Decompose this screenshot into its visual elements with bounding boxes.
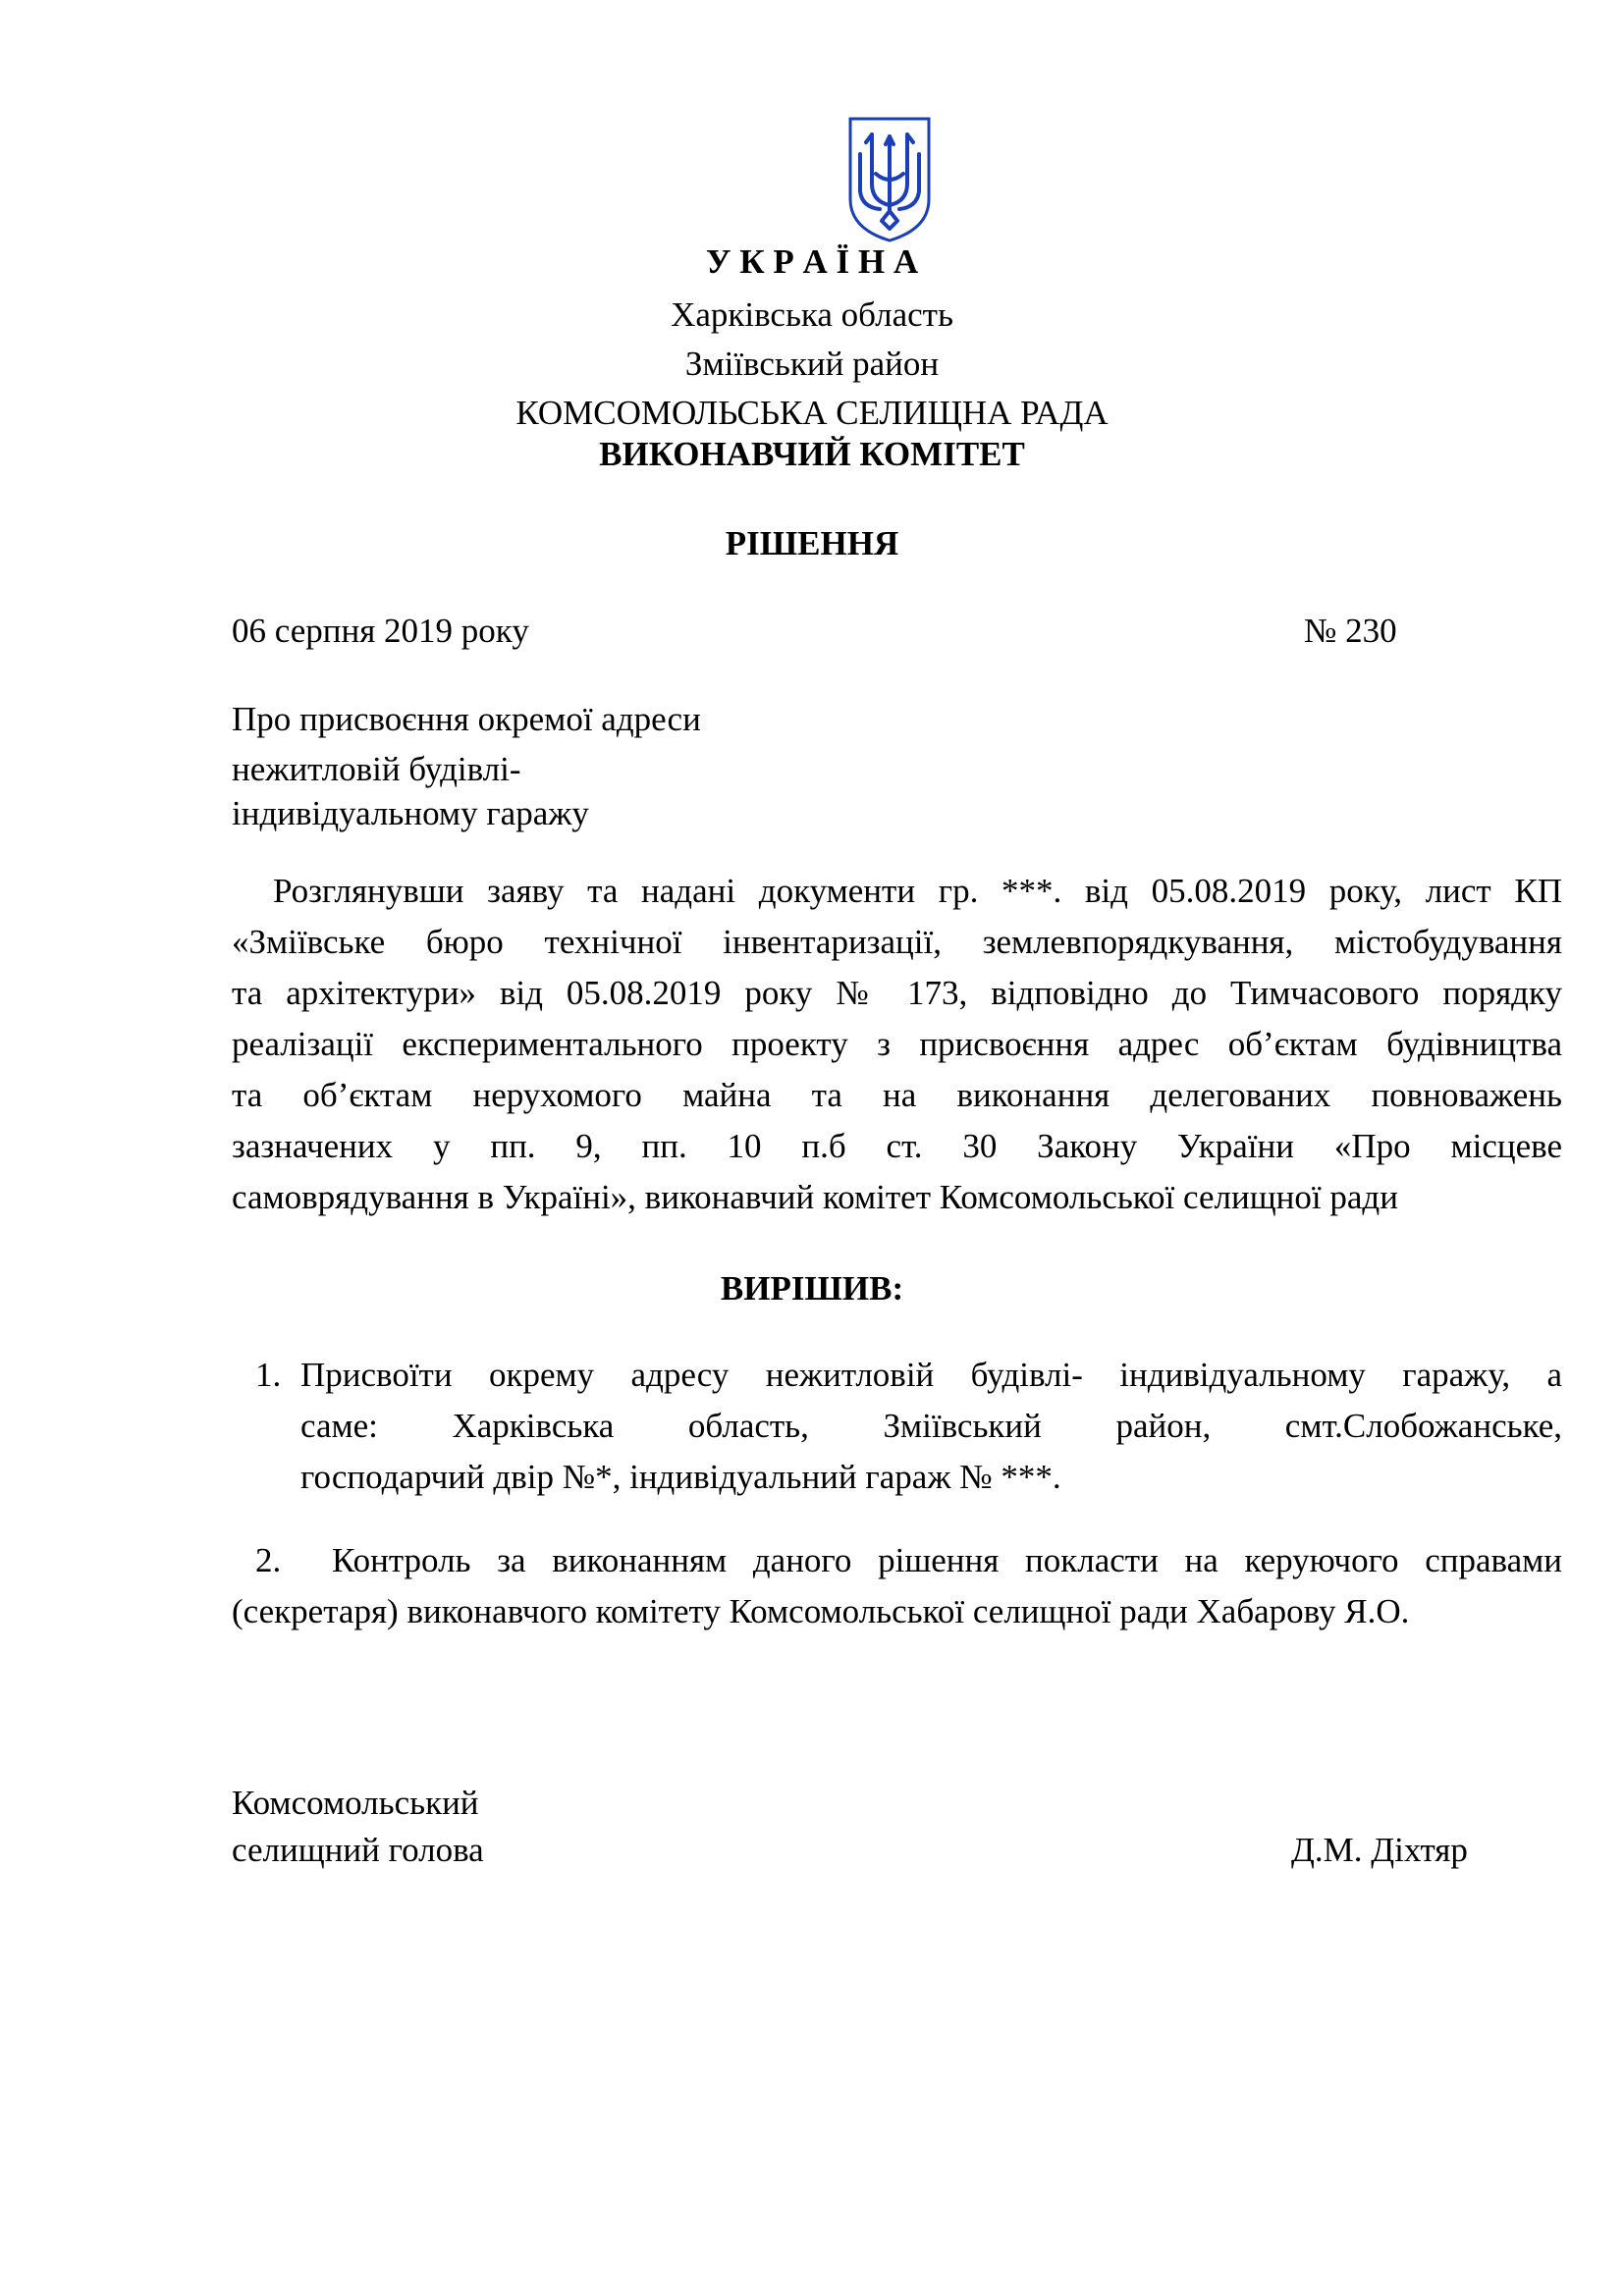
preamble-line: «Зміївське бюро технічної інвентаризації, землевпорядкування, містобудування [232,923,1562,961]
signatory-title: селищний голова [232,1831,484,1869]
decision-date: 06 серпня 2019 року [232,612,529,650]
subject-line: нежитловій будівлі- [232,750,521,788]
item-line: Присвоїти окрему адресу нежитловій будівлі- індивідуальному гаражу, а [300,1356,1562,1394]
preamble-line: та об’єктам нерухомого майна та на виконання делегованих повноважень [232,1076,1562,1114]
document-type-heading: РІШЕННЯ [725,524,899,562]
item-line: господарчий двір №*, індивідуальний гараж № ***. [300,1458,1061,1496]
preamble-line: Розглянувши заяву та надані документи гр. ***. від 05.08.2019 року, лист КП [273,872,1562,910]
committee-name: ВИКОНАВЧИЙ КОМІТЕТ [599,435,1025,473]
raion-name: Зміївський район [684,345,940,383]
item-number: 2. [255,1541,282,1579]
item-number: 1. [255,1356,282,1394]
decision-number: № 230 [1304,612,1397,650]
preamble-line: реалізації експериментального проекту з присвоєння адрес об’єктам будівництва [232,1025,1562,1063]
decided-heading: ВИРІШИВ: [720,1269,904,1308]
item-line: саме: Харківська область, Зміївський район, смт.Слобожанське, [300,1407,1562,1445]
item-line: Контроль за виконанням даного рішення покласти на керуючого справами [332,1541,1562,1579]
coat-of-arms-emblem [846,115,933,244]
signatory-title: Комсомольський [232,1784,479,1822]
item-line: (секретаря) виконавчого комітету Комсомольської селищної ради Хабарову Я.О. [232,1592,1410,1630]
council-name: КОМСОМОЛЬСЬКА СЕЛИЩНА РАДА [515,394,1109,432]
subject-line: Про присвоєння окремої адреси [232,700,701,738]
subject-line: індивідуальному гаражу [232,794,589,832]
signatory-name: Д.М. Діхтяр [1291,1831,1468,1869]
oblast-name: Харківська область [671,295,953,334]
preamble-line: та архітектури» від 05.08.2019 року № 173, відповідно до Тимчасового порядку [232,974,1562,1012]
preamble-line: самоврядування в Україні», виконавчий комітет Комсомольської селищної ради [232,1178,1398,1216]
preamble-line: зазначених у пп. 9, пп. 10 п.б ст. 30 Закону України «Про місцеве [232,1127,1562,1165]
country-name: У К Р А Ї Н А [705,242,919,281]
